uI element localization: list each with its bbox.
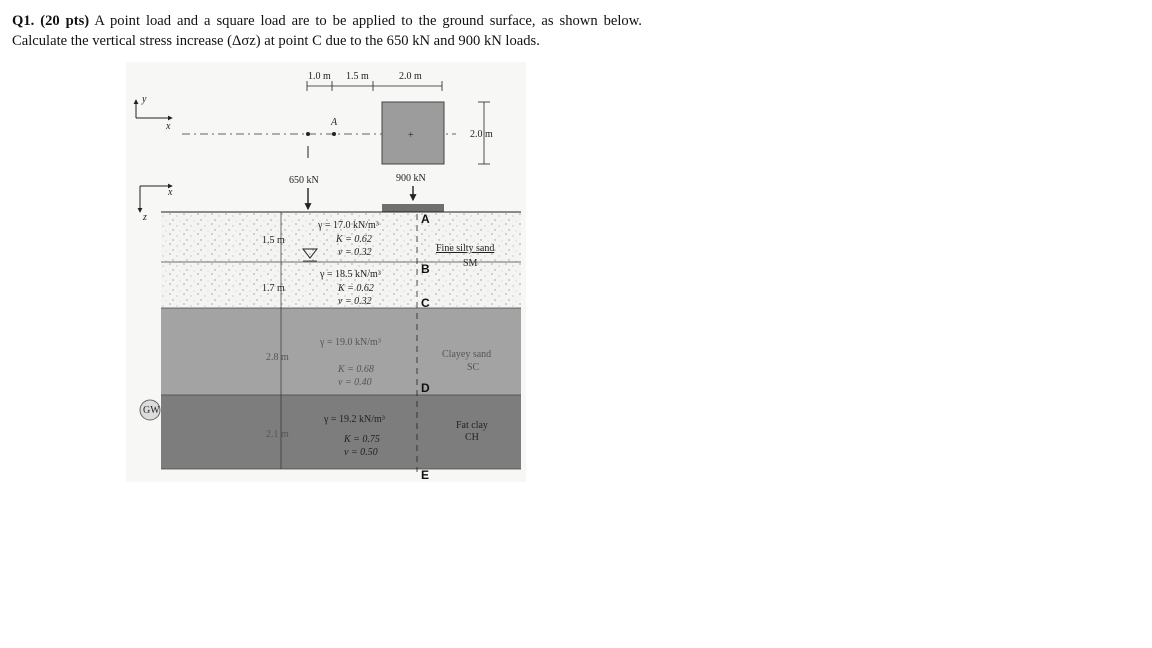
z-axis-label: z bbox=[143, 212, 147, 223]
question-line-1: A point load and a square load are to be applied to the ground surface, as shown bbox=[89, 13, 598, 29]
layer-3-gamma: γ = 19.0 kN/m³ bbox=[320, 337, 381, 348]
point-load-label: 650 kN bbox=[289, 175, 319, 186]
layer-3-nu: ν = 0.40 bbox=[338, 377, 372, 388]
layer-2-thickness: 1.7 m bbox=[262, 283, 285, 294]
soil-3-code: CH bbox=[465, 432, 479, 443]
square-load-label: 900 kN bbox=[396, 173, 426, 184]
point-a-marker bbox=[332, 132, 336, 136]
question-points: (20 pts) bbox=[40, 13, 90, 29]
footing-center-mark: + bbox=[408, 130, 414, 141]
dim-side-2m-label: 2.0 m bbox=[470, 129, 493, 140]
point-d-label: D bbox=[421, 381, 430, 395]
soil-2-code: SC bbox=[467, 362, 480, 373]
question-text bbox=[12, 11, 642, 51]
x-axis-label-plan: x bbox=[166, 121, 171, 132]
layer-4-nu: ν = 0.50 bbox=[344, 447, 378, 458]
soil-profile-figure bbox=[126, 62, 526, 482]
layer-4-thickness: 2.1 m bbox=[266, 429, 289, 440]
dim-1m-label: 1.0 m bbox=[308, 71, 331, 82]
layer-2-gamma: γ = 18.5 kN/m³ bbox=[320, 269, 381, 280]
point-c-label: C bbox=[421, 296, 430, 310]
soil-1-code: SM bbox=[463, 258, 478, 269]
gw-badge-label: GW bbox=[143, 405, 160, 416]
layer-2-k: K = 0.62 bbox=[338, 283, 374, 294]
question-line-2: below. Calculate the vertical stress increase (Δσz) at point C due to the 650 kN and 900 kN loads. bbox=[12, 13, 642, 49]
load-point-marker bbox=[306, 132, 310, 136]
layer-1-thickness: 1.5 m bbox=[262, 235, 285, 246]
y-axis-label: y bbox=[142, 94, 147, 105]
soil-2-name: Clayey sand bbox=[442, 349, 492, 360]
point-a-label: A bbox=[421, 212, 430, 226]
question-number: Q1. bbox=[12, 13, 35, 29]
dim-2m-label: 2.0 m bbox=[399, 71, 422, 82]
section-view bbox=[140, 173, 521, 482]
point-a-plan-label: A bbox=[331, 117, 338, 128]
layer-1-k: K = 0.62 bbox=[336, 234, 372, 245]
footing-section bbox=[382, 204, 444, 212]
layer-4-gamma: γ = 19.2 kN/m³ bbox=[324, 414, 385, 425]
layer-4-k: K = 0.75 bbox=[344, 434, 380, 445]
soil-1-name: Fine silty sand bbox=[436, 243, 495, 254]
point-e-label: E bbox=[421, 468, 430, 482]
layer-3-thickness: 2.8 m bbox=[266, 352, 289, 363]
layer-3-k: K = 0.68 bbox=[338, 364, 374, 375]
layer-1-gamma: γ = 17.0 kN/m³ bbox=[318, 220, 379, 231]
layer-1-nu: ν = 0.32 bbox=[338, 247, 372, 258]
dim-1-5m-label: 1.5 m bbox=[346, 71, 369, 82]
soil-3-name: Fat clay bbox=[456, 420, 488, 431]
layer-2-nu: ν = 0.32 bbox=[338, 296, 372, 307]
point-b-label: B bbox=[421, 262, 430, 276]
x-axis-label-section: x bbox=[168, 187, 173, 198]
